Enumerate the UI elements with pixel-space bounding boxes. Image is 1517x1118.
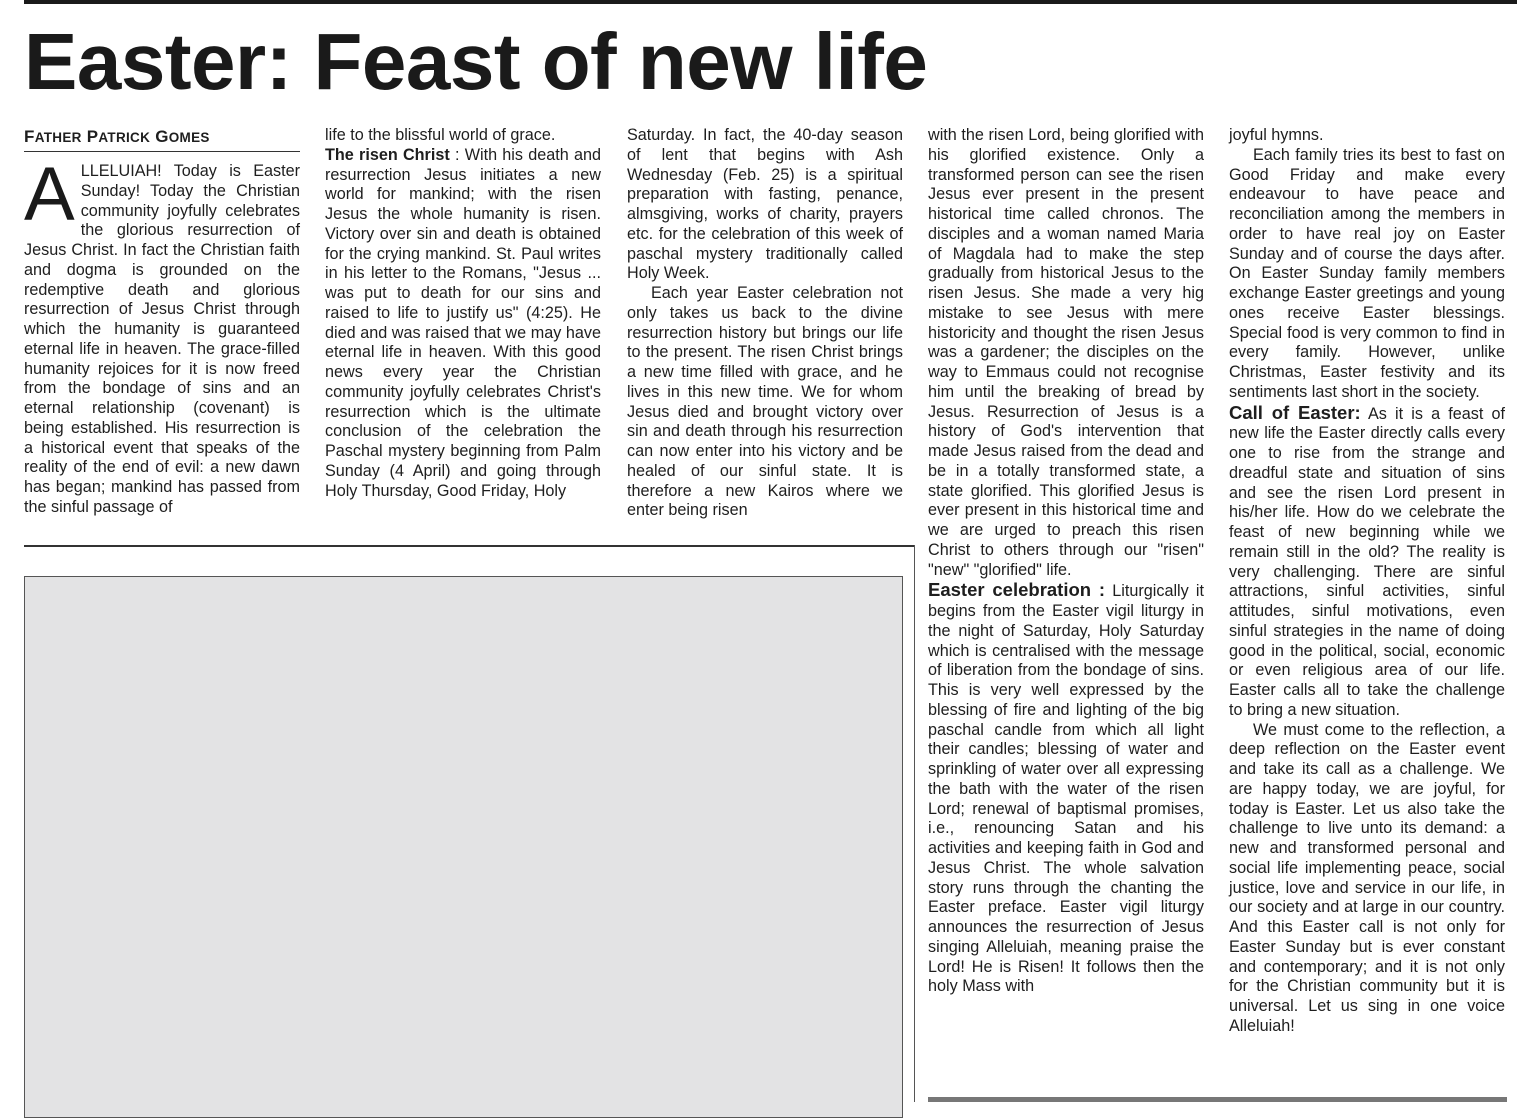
photo-frame-edge bbox=[914, 545, 915, 1102]
paragraph: life to the blissful world of grace. bbox=[325, 126, 556, 144]
top-rule bbox=[24, 0, 1517, 4]
paragraph: Easter celebration : Liturgically it begins from the Easter vigil liturgy in the night of Saturday, Holy Saturday which is centralised with the message of liberation from the bondage of sins. This is very well expressed by the blessing of fire and lighting of the big paschal candle from which all light their candles; blessing of water and sprinkling of water over all expressing the bath with the water of the risen Lord; renewal of baptismal promises, i.e., renouncing Satan and his activities and keeping faith in God and Jesus Christ. The whole salvation story runs through the chanting the Easter preface. Easter vigil liturgy announces the resurrection of Jesus singing Alleluiah, meaning praise the Lord! He is Risen! It follows then the holy Mass with bbox=[928, 579, 1205, 996]
paragraph: The risen Christ : With his death and resurrection Jesus initiates a new world for mankind; with the risen Jesus the whole humanity is risen. Victory over sin and death is obtained for the crying mankind. St. Paul writes in his letter to the Romans, "Jesus ... was put to death for our sins and raised to life to justify us" (4:25). He died and was raised that we may have eternal life in heaven. With this good news every year the Christian community joyfully celebrates Christ's resurrection which is the ultimate conclusion of the celebration the Paschal mystery beginning from Palm Sunday (4 April) and going through Holy Thursday, Good Friday, Holy bbox=[325, 145, 601, 500]
paragraph: Call of Easter: As it is a feast of new life the Easter directly calls every one to rise from the strange and dreadful state and situation of sins and see the risen Lord present in his/her life. How do we celebrate the feast of new beginning while we remain still in the old? The reality is very challenging. There are sinful attractions, sinful activities, sinful attitudes, sinful motivations, even sinful strategies in the name of doing good in the political, social, economic or even religious area of our life. Easter calls all to take the challenge to bring a new situation. bbox=[1229, 401, 1505, 719]
byline: FATHER PATRICK GOMES bbox=[24, 126, 300, 152]
paragraph: Each family tries its best to fast on Good Friday and make every endeavour to have peace and reconciliation among the members in order to have real joy on Easter Sunday and of course the days after. On Easter Sunday family members exchange Easter greetings and young ones receive Easter blessings. Special food is very common to find in every family. However, unlike Christmas, Easter festivity and its sentiments last short in the society. bbox=[1229, 145, 1505, 401]
column-4 bbox=[928, 126, 1204, 997]
subheading-easter-celebration: Easter celebration : bbox=[928, 579, 1106, 601]
paragraph: joyful hymns. bbox=[1229, 126, 1324, 144]
paragraph: Each year Easter celebration not only takes us back to the divine resurrection history but brings our life to the present. The risen Christ brings a new time filled with grace, and he lives in this new time. We for whom Jesus died and brought victory over sin and death through his resurrection can now enter into his victory and be healed of our sinful state. It is therefore a new Kairos where we enter being risen bbox=[627, 284, 903, 520]
paragraph-intro: ALLELUIAH! Today is Easter Sunday! Today the Christian community joyfully celebrates the glorious resurrection of Jesus Christ. In fact the Christian faith and dogma is grounded on the redemptive death and glorious resurrection of Jesus Christ through which the humanity is guaranteed eternal life in heaven. The grace-filled humanity rejoices for it is now freed from the bondage of sins and an eternal relationship (covenant) is being established. His resurrection is a historical event that speaks of the reality of the end of evil: a new dawn has began; mankind has passed from the sinful passage of bbox=[24, 152, 300, 516]
bottom-rule bbox=[928, 1097, 1507, 1102]
column-2 bbox=[325, 126, 601, 501]
section-divider bbox=[24, 545, 915, 547]
headline: Easter: Feast of new life bbox=[24, 17, 928, 106]
column-1 bbox=[24, 126, 300, 518]
photo-placeholder bbox=[24, 576, 903, 1118]
column-3 bbox=[627, 126, 903, 521]
subheading-call-of-easter: Call of Easter: bbox=[1229, 401, 1361, 423]
paragraph: We must come to the reflection, a deep reflection on the Easter event and take its call as a challenge. We are happy today, we are joyful, for today is Easter. Let us also take the challenge to live unto its demand: a new and transformed personal and social life implementing peace, social justice, love and service in our life, in our society and at large in our country. And this Easter call is not only for Easter Sunday but is ever constant and contemporary; and it is not only for the Christian community but it is universal. Let us sing in one voice Alleluiah! bbox=[1229, 720, 1505, 1035]
subheading-risen-christ: The risen Christ bbox=[325, 145, 450, 164]
paragraph: with the risen Lord, being glorified with his glorified existence. Only a transformed person can see the risen Jesus ever present in the present historical time called chronos. The disciples and a woman named Maria of Magdala had to make the step gradually from historical Jesus to the risen Jesus. She made a very hig mistake to see Jesus with mere historicity and thought the risen Jesus was a gardener; the disciples on the way to Emmaus could not recognise him until the breaking of bread by Jesus. Resurrection of Jesus is a history of God's intervention that made Jesus raised from the dead and be in a totally transformed state, a state glorified. This glorified Jesus is ever present in this historical time and we are urged to preach this risen Christ to others through our "risen" "new" "glorified" life. bbox=[928, 126, 1204, 579]
drop-cap: A bbox=[24, 152, 75, 237]
paragraph: Saturday. In fact, the 40-day season of lent that begins with Ash Wednesday (Feb. 25) is a spiritual preparation with fasting, penance, almsgiving, works of charity, prayers etc. for the celebration of this week of paschal mystery traditionally called Holy Week. bbox=[627, 126, 903, 283]
column-5 bbox=[1229, 126, 1505, 1037]
